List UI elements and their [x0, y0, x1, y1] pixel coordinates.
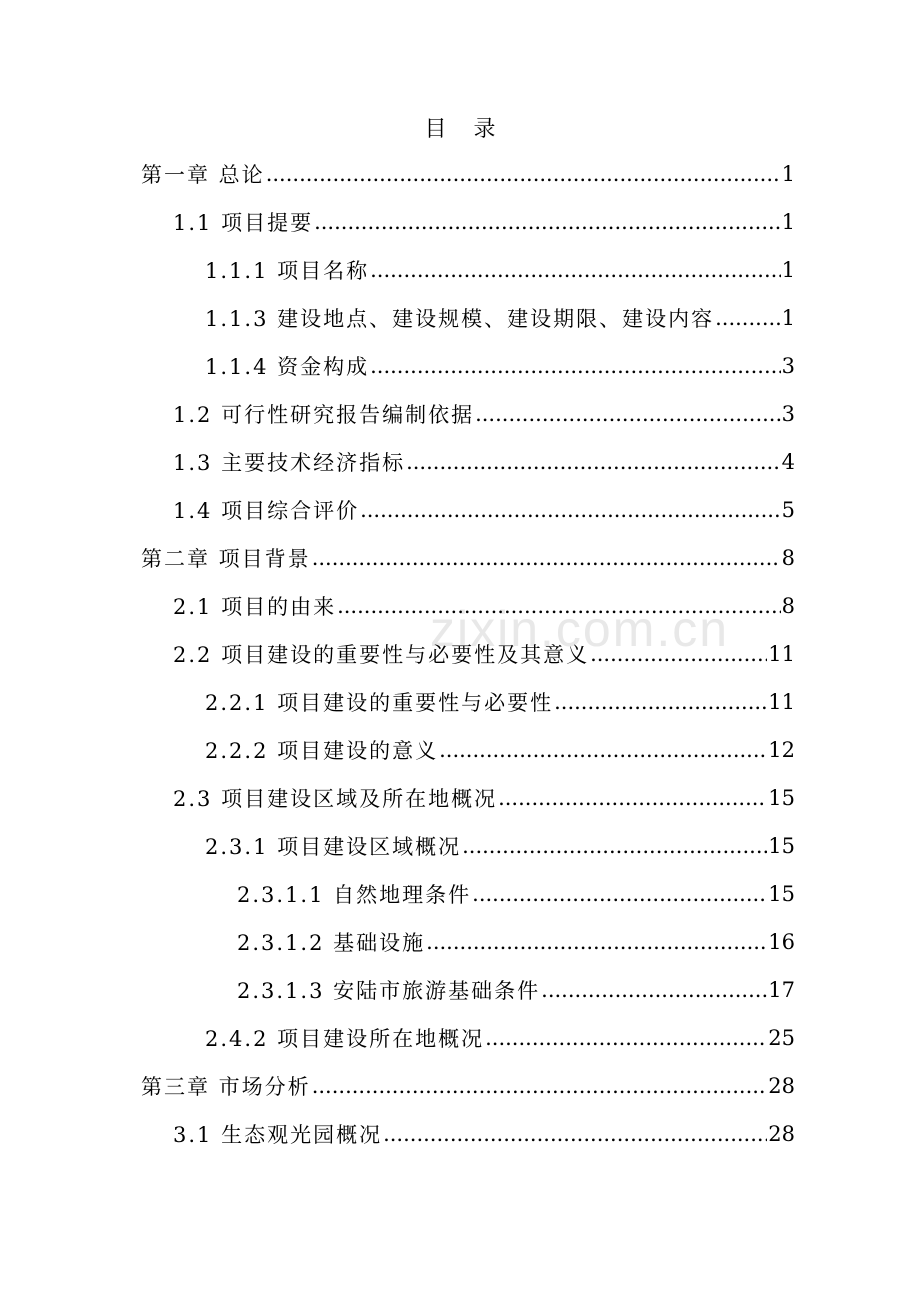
toc-entry[interactable]	[0, 774, 795, 822]
toc-entry[interactable]	[0, 438, 795, 486]
toc-page-number: 28	[768, 1122, 795, 1146]
toc-entry-text: 1.1 项目提要	[173, 211, 314, 235]
toc-entry[interactable]	[0, 1110, 795, 1158]
toc-entry[interactable]	[0, 630, 795, 678]
toc-page-number: 3	[781, 402, 795, 426]
toc-entry[interactable]	[0, 150, 795, 198]
toc-page-number: 15	[768, 786, 795, 810]
watermark: zixin.com.cn	[430, 601, 730, 657]
toc-entry-text: 2.1 项目的由来	[173, 595, 337, 619]
dot-leader	[360, 497, 781, 523]
toc-entry-text: 第三章 市场分析	[141, 1075, 311, 1099]
toc-entry-text: 2.3.1.1 自然地理条件	[237, 883, 472, 907]
dot-leader	[541, 977, 767, 1003]
toc-entry[interactable]	[0, 1062, 795, 1110]
dot-leader	[472, 881, 767, 907]
toc-entry-text: 2.3.1.2 基础设施	[237, 931, 426, 955]
dot-leader	[383, 1121, 767, 1147]
toc-page-number: 1	[781, 210, 795, 234]
dot-leader	[498, 785, 767, 811]
toc-entry[interactable]	[0, 390, 795, 438]
toc-page-number: 3	[781, 354, 795, 378]
toc-page-number: 25	[768, 1026, 795, 1050]
toc-entry-text: 1.1.4 资金构成	[205, 355, 370, 379]
toc-entry-text: 2.2 项目建设的重要性与必要性及其意义	[173, 643, 590, 667]
toc-entry[interactable]	[0, 1014, 795, 1062]
toc-entry-text: 第一章 总论	[141, 163, 265, 187]
dot-leader	[475, 401, 781, 427]
toc-entry-text: 2.4.2 项目建设所在地概况	[205, 1027, 485, 1051]
toc-page-number: 17	[768, 978, 795, 1002]
dot-leader	[462, 833, 767, 859]
dot-leader	[314, 209, 781, 235]
toc-page-number: 12	[768, 738, 795, 762]
dot-leader	[590, 641, 767, 667]
toc-entry[interactable]	[0, 582, 795, 630]
toc-page-number: 11	[768, 690, 795, 714]
toc-page-number: 1	[781, 162, 795, 186]
toc-page-number: 1	[781, 258, 795, 282]
toc-entry[interactable]	[0, 918, 795, 966]
toc-entry[interactable]	[0, 678, 795, 726]
toc-entry[interactable]	[0, 486, 795, 534]
toc-entry-text: 2.3.1.3 安陆市旅游基础条件	[237, 979, 541, 1003]
toc-entry[interactable]	[0, 822, 795, 870]
toc-entry[interactable]	[0, 342, 795, 390]
toc-title: 目 录	[424, 117, 506, 142]
dot-leader	[485, 1025, 767, 1051]
dot-leader	[312, 1073, 768, 1099]
toc-entry[interactable]	[0, 966, 795, 1014]
toc-page-number: 8	[781, 594, 795, 618]
toc-entry-text: 1.4 项目综合评价	[173, 499, 360, 523]
toc-page-number: 15	[768, 834, 795, 858]
toc-page-number: 11	[768, 642, 795, 666]
dot-leader	[406, 449, 781, 475]
toc-entry[interactable]	[0, 870, 795, 918]
dot-leader	[370, 353, 781, 379]
toc-entry-text: 2.3.1 项目建设区域概况	[205, 835, 462, 859]
toc-entry[interactable]	[0, 534, 795, 582]
toc-page-number: 15	[768, 882, 795, 906]
dot-leader	[370, 257, 781, 283]
toc-entry-text: 第二章 项目背景	[141, 547, 311, 571]
toc-entry-text: 2.2.1 项目建设的重要性与必要性	[205, 691, 554, 715]
toc-entry[interactable]	[0, 294, 795, 342]
toc-entry[interactable]	[0, 246, 795, 294]
toc-entry-text: 1.2 可行性研究报告编制依据	[173, 403, 475, 427]
dot-leader	[554, 689, 767, 715]
toc-entry[interactable]	[0, 198, 795, 246]
table-of-contents	[0, 150, 920, 1158]
toc-entry-text: 3.1 生态观光园概况	[173, 1123, 383, 1147]
dot-leader	[312, 545, 781, 571]
dot-leader	[337, 593, 781, 619]
toc-entry-text: 1.1.1 项目名称	[205, 259, 370, 283]
dot-leader	[426, 929, 767, 955]
toc-page-number: 1	[781, 306, 795, 330]
toc-entry-text: 1.3 主要技术经济指标	[173, 451, 406, 475]
toc-page-number: 8	[781, 546, 795, 570]
toc-entry-text: 2.3 项目建设区域及所在地概况	[173, 787, 498, 811]
toc-page-number: 4	[781, 450, 795, 474]
toc-entry-text: 1.1.3 建设地点、建设规模、建设期限、建设内容	[205, 307, 715, 331]
toc-entry-text: 2.2.2 项目建设的意义	[205, 739, 439, 763]
toc-entry[interactable]	[0, 726, 795, 774]
dot-leader	[715, 305, 781, 331]
toc-page-number: 5	[781, 498, 795, 522]
toc-page-number: 28	[768, 1074, 795, 1098]
toc-page-number: 16	[768, 930, 795, 954]
dot-leader	[439, 737, 767, 763]
dot-leader	[266, 161, 781, 187]
